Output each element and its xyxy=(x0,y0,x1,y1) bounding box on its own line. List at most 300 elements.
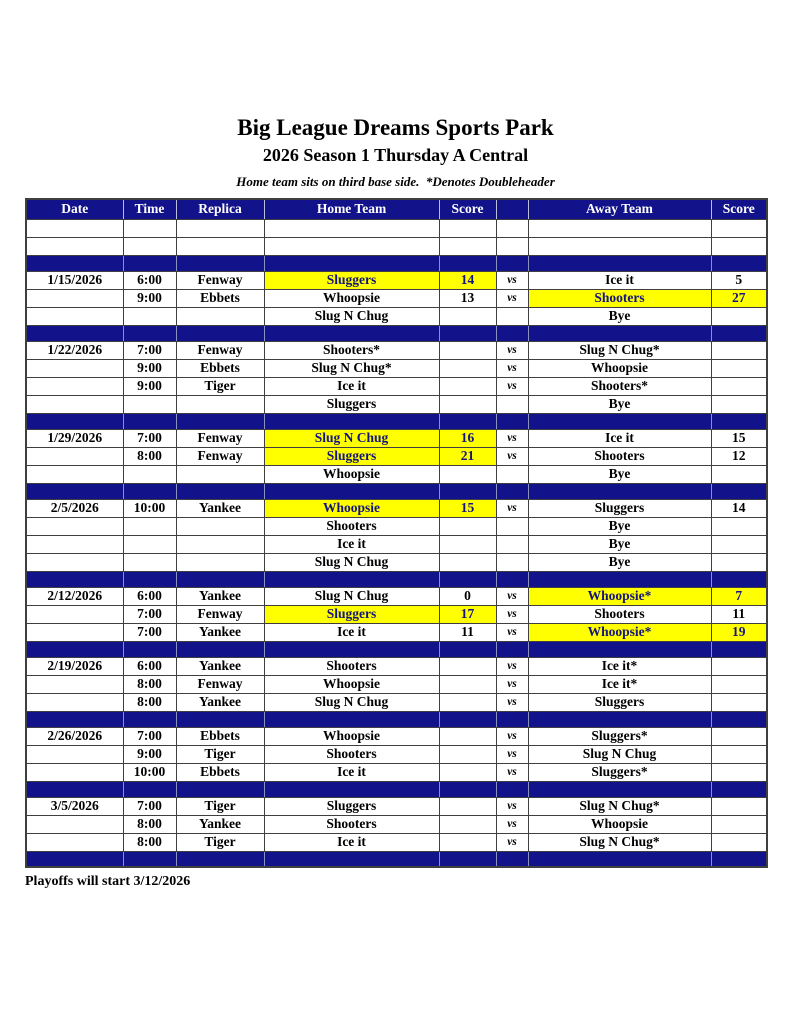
away-team-cell: Whoopsie* xyxy=(528,623,711,641)
separator-row xyxy=(26,255,767,271)
separator-cell xyxy=(123,325,176,341)
home-score-cell xyxy=(439,727,496,745)
col-header-vs xyxy=(496,199,528,219)
vs-cell: vs xyxy=(496,815,528,833)
replica-cell: Fenway xyxy=(176,675,264,693)
separator-cell xyxy=(26,641,123,657)
date-cell xyxy=(26,833,123,851)
home-score-cell xyxy=(439,675,496,693)
home-team-cell: Slug N Chug xyxy=(264,587,439,605)
home-score-cell: 16 xyxy=(439,429,496,447)
date-cell xyxy=(26,447,123,465)
game-row xyxy=(26,553,767,571)
separator-cell xyxy=(528,711,711,727)
away-team-cell: Whoopsie xyxy=(528,359,711,377)
separator-cell xyxy=(123,255,176,271)
schedule-body xyxy=(26,219,767,867)
away-score-cell xyxy=(711,553,767,571)
separator-cell xyxy=(711,851,767,867)
empty-cell xyxy=(176,237,264,255)
home-team-cell: Whoopsie xyxy=(264,499,439,517)
vs-cell: vs xyxy=(496,763,528,781)
home-score-cell: 11 xyxy=(439,623,496,641)
empty-cell xyxy=(439,219,496,237)
time-cell: 7:00 xyxy=(123,623,176,641)
away-score-cell: 19 xyxy=(711,623,767,641)
away-score-cell xyxy=(711,727,767,745)
separator-cell xyxy=(711,571,767,587)
game-row xyxy=(26,745,767,763)
game-row xyxy=(26,727,767,745)
game-row xyxy=(26,815,767,833)
time-cell xyxy=(123,465,176,483)
game-row xyxy=(26,763,767,781)
away-team-cell: Sluggers xyxy=(528,693,711,711)
home-score-cell: 0 xyxy=(439,587,496,605)
away-team-cell: Ice it xyxy=(528,271,711,289)
separator-cell xyxy=(496,483,528,499)
header-row xyxy=(26,199,767,219)
col-header-replica: Replica xyxy=(176,199,264,219)
separator-cell xyxy=(26,413,123,429)
replica-cell: Fenway xyxy=(176,271,264,289)
replica-cell: Ebbets xyxy=(176,727,264,745)
home-score-cell xyxy=(439,465,496,483)
away-score-cell: 27 xyxy=(711,289,767,307)
playoffs-note: Playoffs will start 3/12/2026 xyxy=(25,874,191,889)
separator-cell xyxy=(496,711,528,727)
vs-cell: vs xyxy=(496,377,528,395)
replica-cell: Yankee xyxy=(176,657,264,675)
replica-cell: Fenway xyxy=(176,605,264,623)
separator-cell xyxy=(496,255,528,271)
separator-row xyxy=(26,325,767,341)
date-cell: 3/5/2026 xyxy=(26,797,123,815)
separator-cell xyxy=(176,711,264,727)
date-cell xyxy=(26,693,123,711)
home-team-cell: Slug N Chug xyxy=(264,429,439,447)
game-row xyxy=(26,693,767,711)
home-score-cell: 15 xyxy=(439,499,496,517)
col-header-date: Date xyxy=(26,199,123,219)
game-row xyxy=(26,657,767,675)
separator-cell xyxy=(264,711,439,727)
game-row xyxy=(26,289,767,307)
time-cell: 8:00 xyxy=(123,833,176,851)
away-team-cell: Ice it xyxy=(528,429,711,447)
empty-cell xyxy=(528,219,711,237)
col-header-away-score: Score xyxy=(711,199,767,219)
away-team-cell: Bye xyxy=(528,553,711,571)
home-score-cell xyxy=(439,553,496,571)
vs-cell: vs xyxy=(496,727,528,745)
empty-cell xyxy=(123,219,176,237)
separator-cell xyxy=(711,325,767,341)
separator-cell xyxy=(496,571,528,587)
col-header-home-team: Home Team xyxy=(264,199,439,219)
time-cell xyxy=(123,535,176,553)
separator-cell xyxy=(123,413,176,429)
empty-cell xyxy=(439,237,496,255)
separator-cell xyxy=(176,255,264,271)
empty-cell xyxy=(123,237,176,255)
separator-cell xyxy=(26,851,123,867)
replica-cell: Tiger xyxy=(176,797,264,815)
vs-cell: vs xyxy=(496,675,528,693)
home-team-cell: Ice it xyxy=(264,535,439,553)
game-row xyxy=(26,359,767,377)
away-score-cell xyxy=(711,535,767,553)
time-cell: 9:00 xyxy=(123,359,176,377)
replica-cell: Ebbets xyxy=(176,359,264,377)
home-score-cell xyxy=(439,535,496,553)
home-team-cell: Shooters* xyxy=(264,341,439,359)
separator-cell xyxy=(711,781,767,797)
empty-cell xyxy=(711,237,767,255)
separator-cell xyxy=(496,781,528,797)
home-team-cell: Slug N Chug xyxy=(264,553,439,571)
separator-cell xyxy=(528,781,711,797)
home-team-cell: Sluggers xyxy=(264,605,439,623)
separator-cell xyxy=(26,483,123,499)
empty-cell xyxy=(26,237,123,255)
separator-cell xyxy=(528,851,711,867)
away-team-cell: Sluggers* xyxy=(528,727,711,745)
vs-cell: vs xyxy=(496,271,528,289)
separator-cell xyxy=(123,851,176,867)
vs-cell: vs xyxy=(496,693,528,711)
away-team-cell: Shooters xyxy=(528,289,711,307)
separator-cell xyxy=(26,711,123,727)
separator-cell xyxy=(439,483,496,499)
empty-cell xyxy=(26,219,123,237)
replica-cell: Yankee xyxy=(176,587,264,605)
separator-cell xyxy=(496,641,528,657)
col-header-home-score: Score xyxy=(439,199,496,219)
vs-cell xyxy=(496,535,528,553)
separator-cell xyxy=(264,255,439,271)
away-score-cell xyxy=(711,797,767,815)
vs-cell: vs xyxy=(496,797,528,815)
replica-cell: Fenway xyxy=(176,429,264,447)
game-row xyxy=(26,447,767,465)
away-score-cell xyxy=(711,675,767,693)
game-row xyxy=(26,623,767,641)
date-cell xyxy=(26,675,123,693)
empty-cell xyxy=(528,237,711,255)
vs-cell: vs xyxy=(496,341,528,359)
date-cell: 1/29/2026 xyxy=(26,429,123,447)
away-team-cell: Slug N Chug* xyxy=(528,797,711,815)
home-team-cell: Slug N Chug xyxy=(264,693,439,711)
separator-cell xyxy=(264,483,439,499)
vs-cell: vs xyxy=(496,359,528,377)
separator-cell xyxy=(26,781,123,797)
time-cell xyxy=(123,553,176,571)
away-team-cell: Bye xyxy=(528,307,711,325)
away-team-cell: Bye xyxy=(528,517,711,535)
home-score-cell xyxy=(439,517,496,535)
replica-cell xyxy=(176,307,264,325)
home-score-cell xyxy=(439,395,496,413)
home-team-cell: Slug N Chug xyxy=(264,307,439,325)
away-score-cell xyxy=(711,815,767,833)
replica-cell: Tiger xyxy=(176,377,264,395)
away-score-cell xyxy=(711,359,767,377)
time-cell: 9:00 xyxy=(123,377,176,395)
home-team-cell: Shooters xyxy=(264,815,439,833)
empty-cell xyxy=(176,219,264,237)
home-team-cell: Ice it xyxy=(264,833,439,851)
separator-cell xyxy=(528,571,711,587)
away-score-cell xyxy=(711,465,767,483)
away-score-cell: 15 xyxy=(711,429,767,447)
away-score-cell xyxy=(711,517,767,535)
away-team-cell: Shooters* xyxy=(528,377,711,395)
separator-cell xyxy=(439,641,496,657)
time-cell: 10:00 xyxy=(123,499,176,517)
legend-note: Home team sits on third base side. *Denotes Doubleheader xyxy=(236,174,555,189)
empty-row xyxy=(26,219,767,237)
vs-cell: vs xyxy=(496,499,528,517)
date-cell: 2/5/2026 xyxy=(26,499,123,517)
away-team-cell: Slug N Chug* xyxy=(528,833,711,851)
time-cell xyxy=(123,395,176,413)
separator-cell xyxy=(176,641,264,657)
vs-cell: vs xyxy=(496,657,528,675)
separator-cell xyxy=(176,413,264,429)
replica-cell: Tiger xyxy=(176,833,264,851)
away-team-cell: Bye xyxy=(528,465,711,483)
time-cell: 7:00 xyxy=(123,797,176,815)
empty-cell xyxy=(496,219,528,237)
time-cell: 7:00 xyxy=(123,429,176,447)
home-score-cell: 14 xyxy=(439,271,496,289)
vs-cell: vs xyxy=(496,605,528,623)
vs-cell: vs xyxy=(496,429,528,447)
replica-cell: Yankee xyxy=(176,815,264,833)
replica-cell xyxy=(176,517,264,535)
game-row xyxy=(26,307,767,325)
home-score-cell xyxy=(439,797,496,815)
date-cell xyxy=(26,289,123,307)
home-score-cell xyxy=(439,693,496,711)
away-team-cell: Whoopsie* xyxy=(528,587,711,605)
page-title: Big League Dreams Sports Park xyxy=(237,115,554,140)
away-team-cell: Bye xyxy=(528,395,711,413)
home-score-cell: 21 xyxy=(439,447,496,465)
home-team-cell: Ice it xyxy=(264,623,439,641)
date-cell xyxy=(26,623,123,641)
game-row xyxy=(26,587,767,605)
away-score-cell xyxy=(711,745,767,763)
away-team-cell: Ice it* xyxy=(528,675,711,693)
away-team-cell: Shooters xyxy=(528,605,711,623)
home-score-cell xyxy=(439,341,496,359)
separator-cell xyxy=(528,325,711,341)
separator-cell xyxy=(439,851,496,867)
vs-cell xyxy=(496,395,528,413)
home-score-cell: 13 xyxy=(439,289,496,307)
separator-cell xyxy=(176,571,264,587)
date-cell xyxy=(26,307,123,325)
separator-row xyxy=(26,641,767,657)
separator-cell xyxy=(496,851,528,867)
time-cell: 8:00 xyxy=(123,675,176,693)
home-score-cell xyxy=(439,745,496,763)
separator-cell xyxy=(176,325,264,341)
time-cell: 8:00 xyxy=(123,447,176,465)
separator-row xyxy=(26,413,767,429)
home-team-cell: Whoopsie xyxy=(264,289,439,307)
time-cell: 9:00 xyxy=(123,289,176,307)
empty-cell xyxy=(264,219,439,237)
date-cell xyxy=(26,517,123,535)
separator-cell xyxy=(439,325,496,341)
time-cell xyxy=(123,307,176,325)
date-cell xyxy=(26,535,123,553)
game-row xyxy=(26,395,767,413)
vs-cell: vs xyxy=(496,587,528,605)
home-team-cell: Ice it xyxy=(264,763,439,781)
date-cell xyxy=(26,377,123,395)
separator-cell xyxy=(26,255,123,271)
separator-cell xyxy=(26,571,123,587)
empty-cell xyxy=(264,237,439,255)
date-cell: 1/22/2026 xyxy=(26,341,123,359)
game-row xyxy=(26,675,767,693)
away-score-cell xyxy=(711,395,767,413)
vs-cell: vs xyxy=(496,447,528,465)
separator-cell xyxy=(264,413,439,429)
vs-cell: vs xyxy=(496,745,528,763)
date-cell xyxy=(26,465,123,483)
separator-cell xyxy=(123,711,176,727)
game-row xyxy=(26,517,767,535)
date-cell: 2/12/2026 xyxy=(26,587,123,605)
separator-cell xyxy=(176,483,264,499)
vs-cell xyxy=(496,307,528,325)
game-row xyxy=(26,797,767,815)
time-cell: 6:00 xyxy=(123,587,176,605)
time-cell: 7:00 xyxy=(123,727,176,745)
separator-cell xyxy=(711,483,767,499)
home-team-cell: Sluggers xyxy=(264,271,439,289)
time-cell: 9:00 xyxy=(123,745,176,763)
home-team-cell: Shooters xyxy=(264,745,439,763)
game-row xyxy=(26,535,767,553)
vs-cell xyxy=(496,517,528,535)
date-cell: 1/15/2026 xyxy=(26,271,123,289)
separator-cell xyxy=(176,851,264,867)
separator-cell xyxy=(439,255,496,271)
separator-row xyxy=(26,781,767,797)
replica-cell: Yankee xyxy=(176,623,264,641)
date-cell: 2/26/2026 xyxy=(26,727,123,745)
separator-cell xyxy=(528,255,711,271)
replica-cell xyxy=(176,395,264,413)
time-cell: 7:00 xyxy=(123,341,176,359)
away-score-cell xyxy=(711,833,767,851)
separator-cell xyxy=(264,571,439,587)
game-row xyxy=(26,271,767,289)
col-header-away-team: Away Team xyxy=(528,199,711,219)
away-score-cell: 12 xyxy=(711,447,767,465)
vs-cell xyxy=(496,465,528,483)
home-score-cell xyxy=(439,359,496,377)
date-cell xyxy=(26,395,123,413)
separator-cell xyxy=(264,781,439,797)
date-cell xyxy=(26,815,123,833)
home-team-cell: Ice it xyxy=(264,377,439,395)
empty-row xyxy=(26,237,767,255)
replica-cell: Yankee xyxy=(176,499,264,517)
replica-cell: Tiger xyxy=(176,745,264,763)
time-cell xyxy=(123,517,176,535)
home-team-cell: Whoopsie xyxy=(264,675,439,693)
game-row xyxy=(26,605,767,623)
separator-cell xyxy=(26,325,123,341)
home-team-cell: Sluggers xyxy=(264,447,439,465)
vs-cell: vs xyxy=(496,623,528,641)
away-score-cell xyxy=(711,341,767,359)
separator-cell xyxy=(496,413,528,429)
replica-cell: Fenway xyxy=(176,447,264,465)
away-team-cell: Ice it* xyxy=(528,657,711,675)
vs-cell: vs xyxy=(496,289,528,307)
time-cell: 7:00 xyxy=(123,605,176,623)
separator-row xyxy=(26,483,767,499)
home-score-cell xyxy=(439,763,496,781)
date-cell xyxy=(26,359,123,377)
away-team-cell: Shooters xyxy=(528,447,711,465)
home-team-cell: Shooters xyxy=(264,657,439,675)
separator-cell xyxy=(123,781,176,797)
vs-cell: vs xyxy=(496,833,528,851)
separator-row xyxy=(26,711,767,727)
away-score-cell: 11 xyxy=(711,605,767,623)
replica-cell: Fenway xyxy=(176,341,264,359)
home-score-cell xyxy=(439,815,496,833)
separator-cell xyxy=(439,413,496,429)
game-row xyxy=(26,465,767,483)
away-score-cell xyxy=(711,763,767,781)
home-score-cell xyxy=(439,307,496,325)
home-score-cell xyxy=(439,657,496,675)
game-row xyxy=(26,377,767,395)
separator-cell xyxy=(264,851,439,867)
away-score-cell xyxy=(711,693,767,711)
away-score-cell xyxy=(711,307,767,325)
date-cell xyxy=(26,763,123,781)
time-cell: 6:00 xyxy=(123,657,176,675)
separator-cell xyxy=(528,413,711,429)
home-team-cell: Sluggers xyxy=(264,395,439,413)
away-team-cell: Sluggers* xyxy=(528,763,711,781)
separator-cell xyxy=(439,781,496,797)
separator-cell xyxy=(123,641,176,657)
home-score-cell xyxy=(439,377,496,395)
date-cell xyxy=(26,605,123,623)
home-team-cell: Slug N Chug* xyxy=(264,359,439,377)
replica-cell xyxy=(176,553,264,571)
separator-cell xyxy=(711,641,767,657)
separator-row xyxy=(26,851,767,867)
separator-cell xyxy=(711,255,767,271)
col-header-time: Time xyxy=(123,199,176,219)
separator-cell xyxy=(439,711,496,727)
away-score-cell: 14 xyxy=(711,499,767,517)
